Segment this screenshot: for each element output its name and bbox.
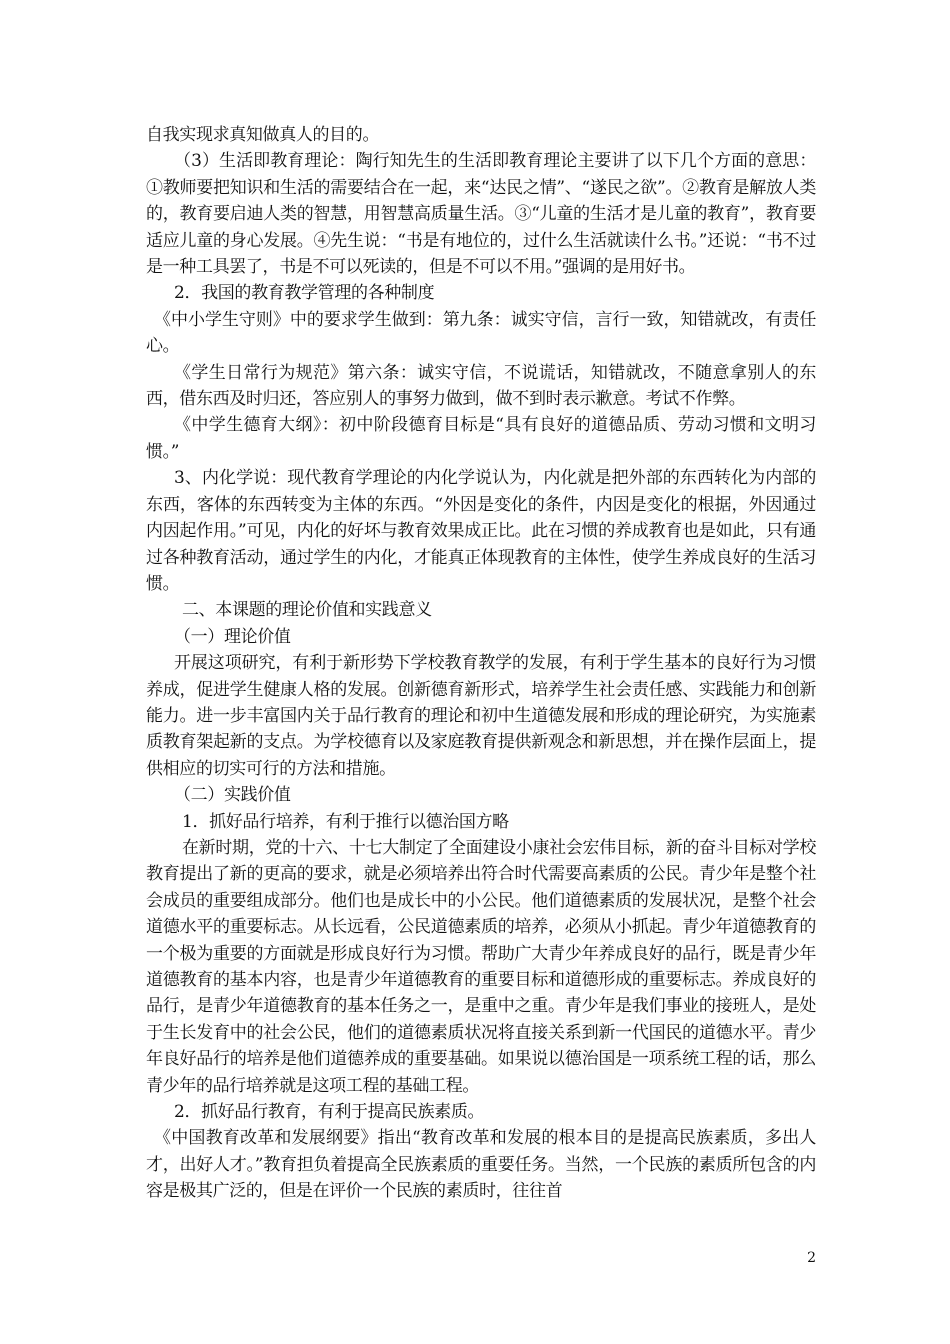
paragraph: 《中学生德育大纲》：初中阶段德育目标是“具有良好的道德品质、劳动习惯和文明习惯。” [146, 415, 816, 462]
subheading: 1．抓好品行培养，有利于推行以德治国方略 [182, 811, 509, 832]
paragraph: 3、内化学说：现代教育学理论的内化学说认为，内化就是把外部的东西转化为内部的东西，客体的东西转变为主体的东西。“外因是变化的条件，内因是变化的根据，外因通过内因起作用。”可见，内化的好坏与教育效果成正比。此在习惯的养成教育也是如此，只有通过各种教育活动，通过学生的内化，才能真正体现教育的主体性，使学生养成良好的生活习惯。 [146, 468, 816, 594]
paragraph: 自我实现求真知做真人的目的。 [146, 125, 380, 145]
paragraph: 《学生日常行为规范》第六条：诚实守信，不说谎话，知错就改，不随意拿别人的东西，借东西及时归还，答应别人的事努力做到，做不到时表示歉意。考试不作弊。 [146, 362, 816, 410]
body-text [146, 122, 816, 1205]
page-number: 2 [807, 1250, 816, 1266]
subheading: （二）实践价值 [174, 785, 291, 806]
paragraph: 《中国教育改革和发展纲要》指出“教育改革和发展的根本目的是提高民族素质，多出人才，出好人才。”教育担负着提高全民族素质的重要任务。当然，一个民族的素质所包含的内容是极其广泛的，但是在评价一个民族的素质时，往往首 [146, 1128, 816, 1202]
paragraph: 开展这项研究，有利于新形势下学校教育教学的发展，有利于学生基本的良好行为习惯养成，促进学生健康人格的发展。创新德育新形式，培养学生社会责任感、实践能力和创新能力。进一步丰富国内关于品行教育的理论和初中生道德发展和形成的理论研究，为实施素质教育架起新的支点。为学校德育以及家庭教育提供新观念和新思想，并在操作层面上，提供相应的切实可行的方法和措施。 [146, 653, 816, 779]
paragraph: 在新时期，党的十六、十七大制定了全面建设小康社会宏伟目标，新的奋斗目标对学校教育提出了新的更高的要求，就是必须培养出符合时代需要高素质的公民。青少年是整个社会成员的重要组成部分。他们也是成长中的小公民。他们道德素质的发展状况，是整个社会道德水平的重要标志。从长远看，公民道德素质的培养，必须从小抓起。青少年道德教育的一个极为重要的方面就是形成良好行为习惯。帮助广大青少年养成良好的品行，既是青少年道德教育的基本内容，也是青少年道德教育的重要目标和道德形成的重要标志。养成良好的品行，是青少年道德教育的基本任务之一，是重中之重。青少年是我们事业的接班人，是处于生长发育中的社会公民，他们的道德素质状况将直接关系到新一代国民的道德水平。青少年良好品行的培养是他们道德养成的重要基础。如果说以德治国是一项系统工程的话，那么青少年的品行培养就是这项工程的基础工程。 [146, 837, 816, 1096]
subheading: （一）理论价值 [174, 626, 291, 647]
subheading: 2．我国的教育教学管理的各种制度 [174, 283, 435, 304]
section-heading: 二、本课题的理论价值和实践意义 [182, 600, 432, 621]
subheading: 2．抓好品行教育，有利于提高民族素质。 [174, 1102, 485, 1123]
paragraph: （3）生活即教育理论：陶行知先生的生活即教育理论主要讲了以下几个方面的意思：①教师要把知识和生活的需要结合在一起，来“达民之情”、“遂民之欲”。②教育是解放人类的，教育要启迪人类的智慧，用智慧高质量生活。③“儿童的生活才是儿童的教育”，教育要适应儿童的身心发展。④先生说：“书是有地位的，过什么生活就读什么书。”还说：“书不过是一种工具罢了，书是不可以死读的，但是不可以不用。”强调的是用好书。 [146, 151, 816, 278]
paragraph: 《中小学生守则》中的要求学生做到：第九条：诚实守信，言行一致，知错就改，有责任心。 [146, 309, 816, 357]
